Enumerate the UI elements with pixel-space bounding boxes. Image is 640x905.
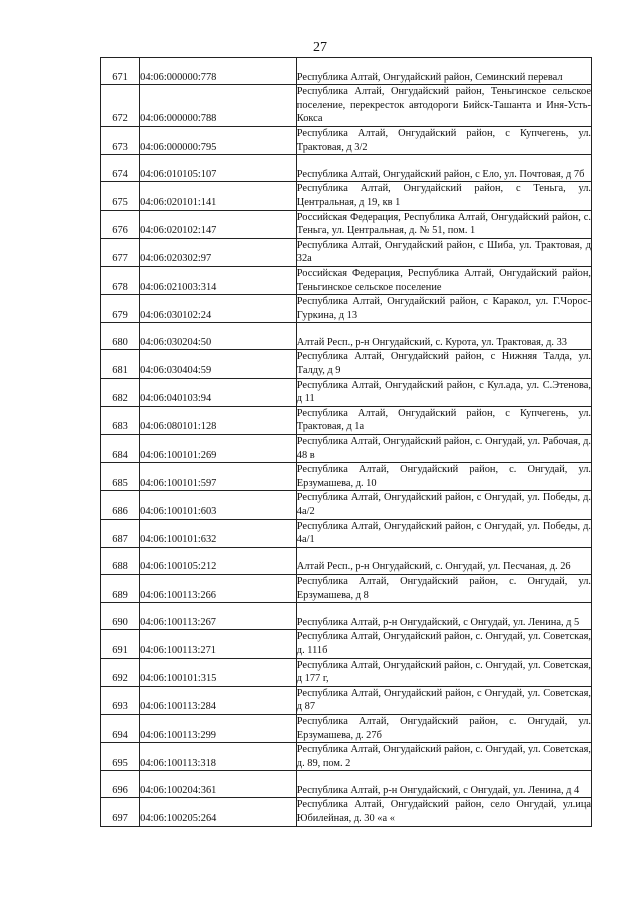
row-number-cell: 673 (101, 126, 140, 154)
cadastral-number-cell: 04:06:030204:50 (140, 323, 297, 350)
row-number-cell: 689 (101, 574, 140, 602)
address-cell: Республика Алтай, Онгудайский район, с Онгудай, ул. Советская, д 87 (296, 686, 591, 714)
address-cell: Республика Алтай, Онгудайский район, с Онгудай, ул. Победы, д. 4а/1 (296, 519, 591, 547)
table-row (101, 463, 592, 491)
table-row (101, 210, 592, 238)
address-cell: Республика Алтай, Онгудайский район, с Каракол, ул. Г.Чорос-Гуркина, д 13 (296, 295, 591, 323)
row-number-cell: 682 (101, 378, 140, 406)
cadastral-number-cell: 04:06:021003:314 (140, 266, 297, 294)
cadastral-number-cell: 04:06:100113:299 (140, 714, 297, 742)
table-row (101, 350, 592, 378)
table-row (101, 519, 592, 547)
row-number-cell: 685 (101, 463, 140, 491)
table-row (101, 182, 592, 210)
row-number-cell: 679 (101, 295, 140, 323)
table-row (101, 743, 592, 771)
address-cell: Республика Алтай, Онгудайский район, с. Онгудай, ул. Ерзумашева, д. 10 (296, 463, 591, 491)
table-row (101, 435, 592, 463)
table-row (101, 491, 592, 519)
table-row (101, 574, 592, 602)
row-number-cell: 688 (101, 547, 140, 574)
row-number-cell: 690 (101, 603, 140, 630)
row-number-cell: 684 (101, 435, 140, 463)
table-row (101, 798, 592, 826)
address-cell: Республика Алтай, Онгудайский район, Теньгинское сельское поселение, перекресток автодороги Бийск-Ташанта и Иня-Усть-Кокса (296, 85, 591, 127)
row-number-cell: 695 (101, 743, 140, 771)
cadastral-number-cell: 04:06:100113:267 (140, 603, 297, 630)
address-cell: Республика Алтай, Онгудайский район, с Теньга, ул. Центральная, д 19, кв 1 (296, 182, 591, 210)
cadastral-number-cell: 04:06:100101:603 (140, 491, 297, 519)
table-row (101, 378, 592, 406)
row-number-cell: 692 (101, 658, 140, 686)
table-row (101, 406, 592, 434)
row-number-cell: 691 (101, 630, 140, 658)
row-number-cell: 675 (101, 182, 140, 210)
row-number-cell: 694 (101, 714, 140, 742)
row-number-cell: 678 (101, 266, 140, 294)
address-cell: Республика Алтай, Онгудайский район, с Купчегень, ул. Трактовая, д 1а (296, 406, 591, 434)
row-number-cell: 683 (101, 406, 140, 434)
table-row (101, 630, 592, 658)
property-registry-table (100, 57, 592, 827)
row-number-cell: 676 (101, 210, 140, 238)
table-row (101, 295, 592, 323)
cadastral-number-cell: 04:06:000000:788 (140, 85, 297, 127)
address-cell: Республика Алтай, Онгудайский район, с. Онгудай, ул. Ерзумашева, д. 27б (296, 714, 591, 742)
cadastral-number-cell: 04:06:020302:97 (140, 238, 297, 266)
address-cell: Республика Алтай, р-н Онгудайский, с Онгудай, ул. Ленина, д 5 (296, 603, 591, 630)
address-cell: Республика Алтай, Онгудайский район, с Кул.ада, ул. С.Этенова, д 11 (296, 378, 591, 406)
row-number-cell: 697 (101, 798, 140, 826)
cadastral-number-cell: 04:06:020101:141 (140, 182, 297, 210)
registry-body (101, 58, 592, 827)
address-cell: Республика Алтай, Онгудайский район, село Онгудай, ул.ица Юбилейная, д. 30 «а « (296, 798, 591, 826)
address-cell: Республика Алтай, Онгудайский район, Семинский перевал (296, 58, 591, 85)
address-cell: Республика Алтай, Онгудайский район, с Купчегень, ул. Трактовая, д 3/2 (296, 126, 591, 154)
table-row (101, 126, 592, 154)
address-cell: Республика Алтай, Онгудайский район, с. Онгудай, ул. Советская, д 177 г, (296, 658, 591, 686)
cadastral-number-cell: 04:06:030102:24 (140, 295, 297, 323)
cadastral-number-cell: 04:06:100113:284 (140, 686, 297, 714)
table-row (101, 266, 592, 294)
row-number-cell: 681 (101, 350, 140, 378)
table-row (101, 771, 592, 798)
table-row (101, 58, 592, 85)
table-row (101, 714, 592, 742)
address-cell: Республика Алтай, р-н Онгудайский, с Онгудай, ул. Ленина, д 4 (296, 771, 591, 798)
cadastral-number-cell: 04:06:010105:107 (140, 155, 297, 182)
table-row (101, 323, 592, 350)
address-cell: Республика Алтай, Онгудайский район, с Ело, ул. Почтовая, д 7б (296, 155, 591, 182)
table-row (101, 155, 592, 182)
row-number-cell: 686 (101, 491, 140, 519)
row-number-cell: 693 (101, 686, 140, 714)
page-number: 27 (313, 40, 327, 55)
address-cell: Российская Федерация, Республика Алтай, Онгудайский район, Теньгинское сельское поселение (296, 266, 591, 294)
table-row (101, 547, 592, 574)
cadastral-number-cell: 04:06:100101:269 (140, 435, 297, 463)
table-row (101, 85, 592, 127)
address-cell: Республика Алтай, Онгудайский район, с Шиба, ул. Трактовая, д 32а (296, 238, 591, 266)
address-cell: Республика Алтай, Онгудайский район, с. Онгудай, ул. Рабочая, д. 48 в (296, 435, 591, 463)
cadastral-number-cell: 04:06:100101:632 (140, 519, 297, 547)
address-cell: Алтай Респ., р-н Онгудайский, с. Курота, ул. Трактовая, д. 33 (296, 323, 591, 350)
cadastral-number-cell: 04:06:100204:361 (140, 771, 297, 798)
table-row (101, 603, 592, 630)
address-cell: Республика Алтай, Онгудайский район, с Онгудай, ул. Победы, д. 4а/2 (296, 491, 591, 519)
table-row (101, 658, 592, 686)
row-number-cell: 672 (101, 85, 140, 127)
cadastral-number-cell: 04:06:100205:264 (140, 798, 297, 826)
cadastral-number-cell: 04:06:000000:795 (140, 126, 297, 154)
cadastral-number-cell: 04:06:100101:315 (140, 658, 297, 686)
cadastral-number-cell: 04:06:040103:94 (140, 378, 297, 406)
cadastral-number-cell: 04:06:100101:597 (140, 463, 297, 491)
address-cell: Алтай Респ., р-н Онгудайский, с. Онгудай, ул. Песчаная, д. 26 (296, 547, 591, 574)
address-cell: Республика Алтай, Онгудайский район, с Нижняя Талда, ул. Талду, д 9 (296, 350, 591, 378)
cadastral-number-cell: 04:06:080101:128 (140, 406, 297, 434)
table-row (101, 238, 592, 266)
row-number-cell: 687 (101, 519, 140, 547)
row-number-cell: 696 (101, 771, 140, 798)
address-cell: Республика Алтай, Онгудайский район, с. Онгудай, ул. Советская, д. 89, пом. 2 (296, 743, 591, 771)
cadastral-number-cell: 04:06:030404:59 (140, 350, 297, 378)
row-number-cell: 680 (101, 323, 140, 350)
cadastral-number-cell: 04:06:100113:318 (140, 743, 297, 771)
address-cell: Российская Федерация, Республика Алтай, Онгудайский район, с. Теньга, ул. Центральная, д. № 51, пом. 1 (296, 210, 591, 238)
row-number-cell: 671 (101, 58, 140, 85)
row-number-cell: 677 (101, 238, 140, 266)
table-row (101, 686, 592, 714)
row-number-cell: 674 (101, 155, 140, 182)
cadastral-number-cell: 04:06:000000:778 (140, 58, 297, 85)
address-cell: Республика Алтай, Онгудайский район, с. Онгудай, ул. Ерзумашева, д 8 (296, 574, 591, 602)
cadastral-number-cell: 04:06:100113:271 (140, 630, 297, 658)
address-cell: Республика Алтай, Онгудайский район, с. Онгудай, ул. Советская, д. 111б (296, 630, 591, 658)
cadastral-number-cell: 04:06:100113:266 (140, 574, 297, 602)
cadastral-number-cell: 04:06:020102:147 (140, 210, 297, 238)
cadastral-number-cell: 04:06:100105:212 (140, 547, 297, 574)
